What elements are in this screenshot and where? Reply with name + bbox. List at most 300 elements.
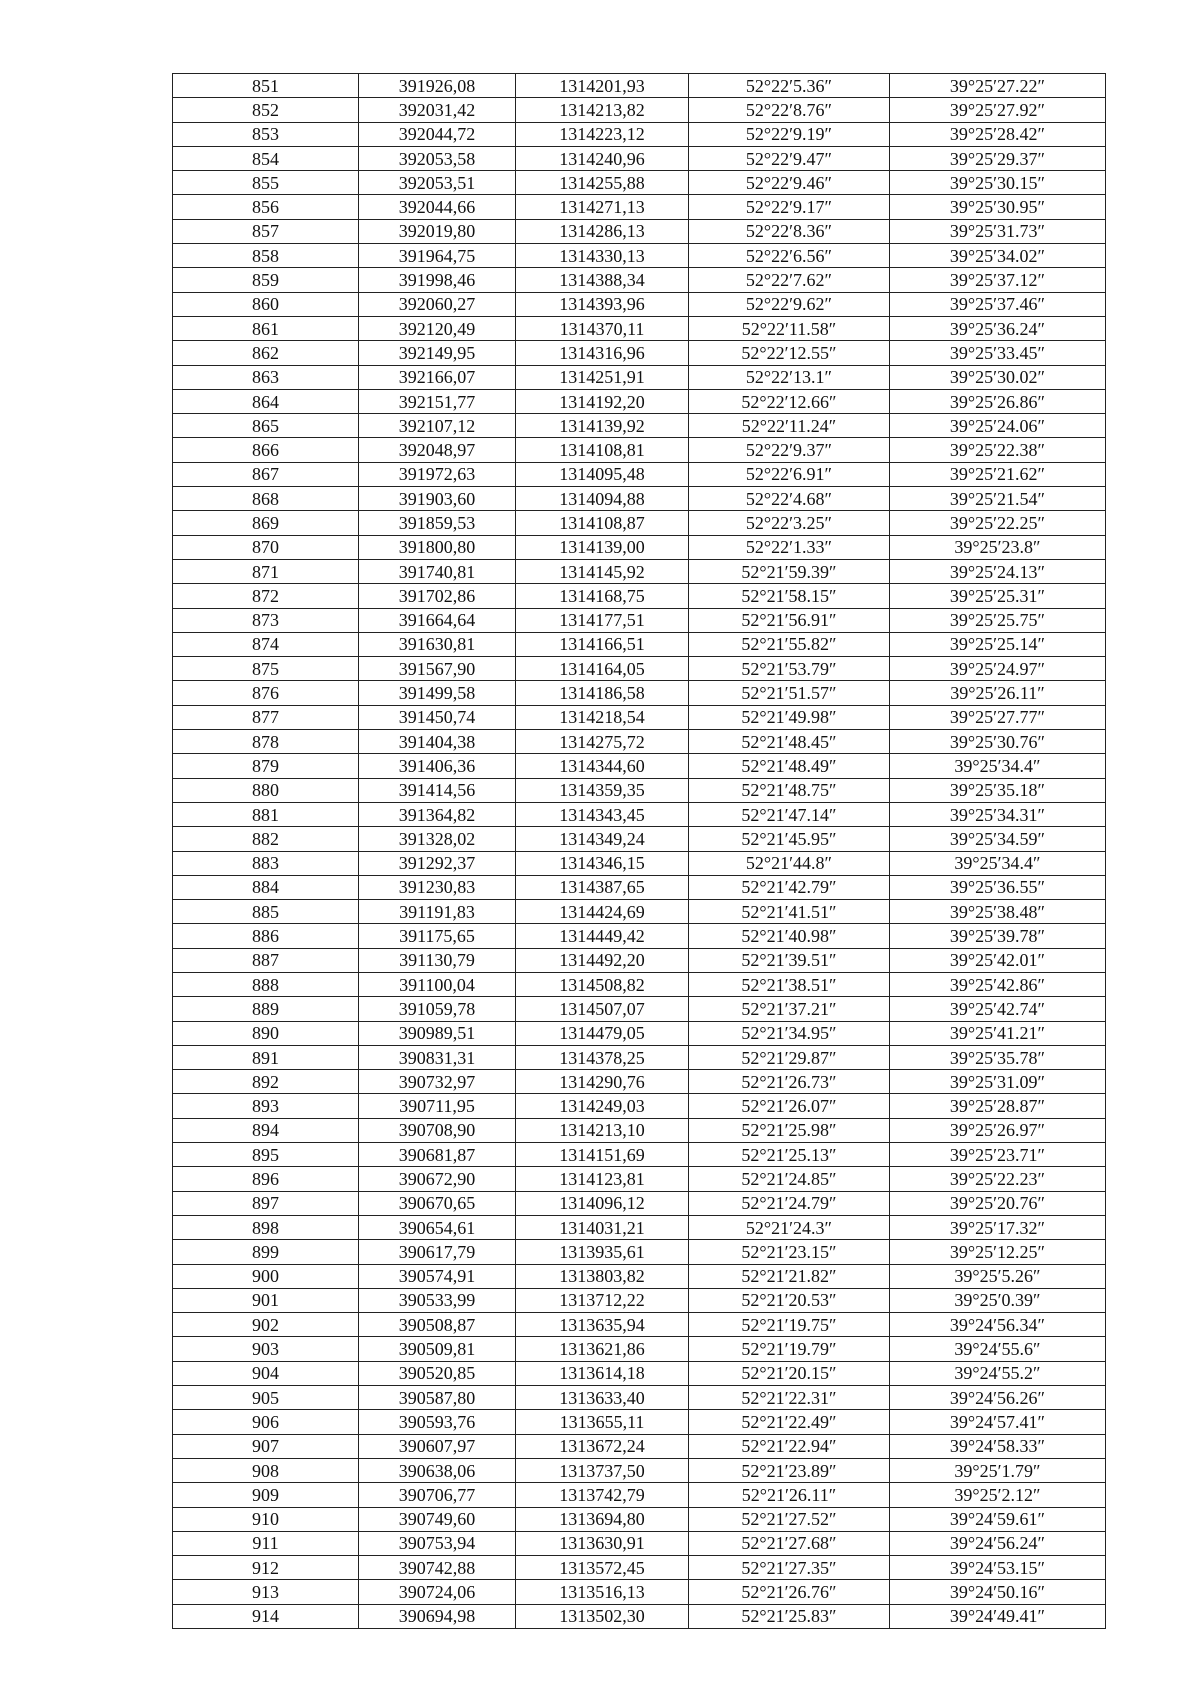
point-number-cell: 904 [173,1361,359,1385]
latitude-cell: 52°22′9.19″ [689,122,890,146]
latitude-cell: 52°21′42.79″ [689,875,890,899]
y-coordinate-cell: 1314393,96 [516,292,689,316]
longitude-cell: 39°24′53.15″ [890,1556,1106,1580]
y-coordinate-cell: 1314192,20 [516,389,689,413]
longitude-cell: 39°25′31.09″ [890,1070,1106,1094]
table-row [173,681,1106,705]
table-row [173,365,1106,389]
longitude-cell: 39°25′0.39″ [890,1288,1106,1312]
table-row [173,1313,1106,1337]
longitude-cell: 39°25′26.86″ [890,389,1106,413]
point-number-cell: 914 [173,1604,359,1628]
x-coordinate-cell: 391972,63 [359,462,516,486]
x-coordinate-cell: 391499,58 [359,681,516,705]
longitude-cell: 39°25′35.78″ [890,1045,1106,1069]
table-row [173,535,1106,559]
point-number-cell: 910 [173,1507,359,1531]
y-coordinate-cell: 1313502,30 [516,1604,689,1628]
x-coordinate-cell: 390654,61 [359,1215,516,1239]
x-coordinate-cell: 391130,79 [359,948,516,972]
latitude-cell: 52°22′13.1″ [689,365,890,389]
latitude-cell: 52°21′41.51″ [689,900,890,924]
longitude-cell: 39°25′35.18″ [890,778,1106,802]
x-coordinate-cell: 390533,99 [359,1288,516,1312]
y-coordinate-cell: 1313694,80 [516,1507,689,1531]
latitude-cell: 52°21′23.15″ [689,1240,890,1264]
point-number-cell: 891 [173,1045,359,1069]
x-coordinate-cell: 391998,46 [359,268,516,292]
longitude-cell: 39°25′34.59″ [890,827,1106,851]
point-number-cell: 873 [173,608,359,632]
point-number-cell: 907 [173,1434,359,1458]
point-number-cell: 866 [173,438,359,462]
table-row [173,1410,1106,1434]
x-coordinate-cell: 392044,66 [359,195,516,219]
latitude-cell: 52°21′56.91″ [689,608,890,632]
table-row [173,632,1106,656]
latitude-cell: 52°22′12.66″ [689,389,890,413]
y-coordinate-cell: 1314387,65 [516,875,689,899]
table-row [173,559,1106,583]
latitude-cell: 52°22′1.33″ [689,535,890,559]
x-coordinate-cell: 390670,65 [359,1191,516,1215]
latitude-cell: 52°21′58.15″ [689,584,890,608]
x-coordinate-cell: 390508,87 [359,1313,516,1337]
table-row [173,1191,1106,1215]
x-coordinate-cell: 390732,97 [359,1070,516,1094]
point-number-cell: 880 [173,778,359,802]
x-coordinate-cell: 390617,79 [359,1240,516,1264]
longitude-cell: 39°25′24.97″ [890,657,1106,681]
table-row [173,1094,1106,1118]
point-number-cell: 899 [173,1240,359,1264]
y-coordinate-cell: 1314290,76 [516,1070,689,1094]
latitude-cell: 52°22′11.58″ [689,316,890,340]
latitude-cell: 52°21′40.98″ [689,924,890,948]
longitude-cell: 39°25′37.46″ [890,292,1106,316]
x-coordinate-cell: 390989,51 [359,1021,516,1045]
latitude-cell: 52°21′49.98″ [689,705,890,729]
y-coordinate-cell: 1314507,07 [516,997,689,1021]
y-coordinate-cell: 1313672,24 [516,1434,689,1458]
x-coordinate-cell: 391567,90 [359,657,516,681]
table-row [173,292,1106,316]
longitude-cell: 39°24′56.24″ [890,1531,1106,1555]
y-coordinate-cell: 1314096,12 [516,1191,689,1215]
point-number-cell: 903 [173,1337,359,1361]
latitude-cell: 52°21′34.95″ [689,1021,890,1045]
longitude-cell: 39°24′49.41″ [890,1604,1106,1628]
y-coordinate-cell: 1314508,82 [516,972,689,996]
latitude-cell: 52°22′6.91″ [689,462,890,486]
longitude-cell: 39°25′42.86″ [890,972,1106,996]
table-row [173,195,1106,219]
point-number-cell: 908 [173,1458,359,1482]
x-coordinate-cell: 390509,81 [359,1337,516,1361]
table-row [173,1483,1106,1507]
table-row [173,316,1106,340]
point-number-cell: 858 [173,244,359,268]
table-row [173,219,1106,243]
longitude-cell: 39°25′39.78″ [890,924,1106,948]
x-coordinate-cell: 392107,12 [359,414,516,438]
point-number-cell: 863 [173,365,359,389]
longitude-cell: 39°25′20.76″ [890,1191,1106,1215]
latitude-cell: 52°21′59.39″ [689,559,890,583]
latitude-cell: 52°21′21.82″ [689,1264,890,1288]
x-coordinate-cell: 390711,95 [359,1094,516,1118]
y-coordinate-cell: 1314166,51 [516,632,689,656]
longitude-cell: 39°24′57.41″ [890,1410,1106,1434]
y-coordinate-cell: 1314094,88 [516,487,689,511]
point-number-cell: 890 [173,1021,359,1045]
table-row [173,948,1106,972]
point-number-cell: 881 [173,802,359,826]
y-coordinate-cell: 1314251,91 [516,365,689,389]
table-row [173,1556,1106,1580]
table-row [173,487,1106,511]
longitude-cell: 39°25′42.01″ [890,948,1106,972]
x-coordinate-cell: 392166,07 [359,365,516,389]
x-coordinate-cell: 391292,37 [359,851,516,875]
longitude-cell: 39°25′5.26″ [890,1264,1106,1288]
point-number-cell: 868 [173,487,359,511]
longitude-cell: 39°25′30.95″ [890,195,1106,219]
longitude-cell: 39°25′34.31″ [890,802,1106,826]
longitude-cell: 39°24′55.6″ [890,1337,1106,1361]
table-row [173,900,1106,924]
longitude-cell: 39°25′27.22″ [890,74,1106,98]
y-coordinate-cell: 1313655,11 [516,1410,689,1434]
table-row [173,1386,1106,1410]
latitude-cell: 52°22′3.25″ [689,511,890,535]
point-number-cell: 894 [173,1118,359,1142]
longitude-cell: 39°25′29.37″ [890,146,1106,170]
point-number-cell: 857 [173,219,359,243]
table-row [173,875,1106,899]
y-coordinate-cell: 1313712,22 [516,1288,689,1312]
table-row [173,511,1106,535]
y-coordinate-cell: 1314255,88 [516,171,689,195]
y-coordinate-cell: 1314108,81 [516,438,689,462]
latitude-cell: 52°21′48.45″ [689,730,890,754]
y-coordinate-cell: 1314031,21 [516,1215,689,1239]
longitude-cell: 39°25′37.12″ [890,268,1106,292]
x-coordinate-cell: 392151,77 [359,389,516,413]
x-coordinate-cell: 390706,77 [359,1483,516,1507]
point-number-cell: 877 [173,705,359,729]
table-row [173,438,1106,462]
table-row [173,1240,1106,1264]
latitude-cell: 52°21′39.51″ [689,948,890,972]
point-number-cell: 888 [173,972,359,996]
y-coordinate-cell: 1314139,00 [516,535,689,559]
longitude-cell: 39°25′41.21″ [890,1021,1106,1045]
latitude-cell: 52°21′48.75″ [689,778,890,802]
longitude-cell: 39°24′58.33″ [890,1434,1106,1458]
longitude-cell: 39°25′42.74″ [890,997,1106,1021]
point-number-cell: 876 [173,681,359,705]
point-number-cell: 900 [173,1264,359,1288]
table-row [173,1531,1106,1555]
y-coordinate-cell: 1314213,10 [516,1118,689,1142]
point-number-cell: 865 [173,414,359,438]
y-coordinate-cell: 1314359,35 [516,778,689,802]
table-row [173,827,1106,851]
point-number-cell: 872 [173,584,359,608]
longitude-cell: 39°25′36.55″ [890,875,1106,899]
longitude-cell: 39°25′30.02″ [890,365,1106,389]
y-coordinate-cell: 1313621,86 [516,1337,689,1361]
table-row [173,1604,1106,1628]
latitude-cell: 52°21′19.79″ [689,1337,890,1361]
point-number-cell: 909 [173,1483,359,1507]
y-coordinate-cell: 1314378,25 [516,1045,689,1069]
x-coordinate-cell: 390749,60 [359,1507,516,1531]
y-coordinate-cell: 1314275,72 [516,730,689,754]
x-coordinate-cell: 390694,98 [359,1604,516,1628]
latitude-cell: 52°22′9.37″ [689,438,890,462]
longitude-cell: 39°25′34.4″ [890,754,1106,778]
table-row [173,244,1106,268]
table-row [173,924,1106,948]
longitude-cell: 39°25′22.38″ [890,438,1106,462]
point-number-cell: 887 [173,948,359,972]
longitude-cell: 39°25′26.11″ [890,681,1106,705]
y-coordinate-cell: 1314139,92 [516,414,689,438]
table-row [173,802,1106,826]
table-row [173,414,1106,438]
y-coordinate-cell: 1313737,50 [516,1458,689,1482]
x-coordinate-cell: 390593,76 [359,1410,516,1434]
longitude-cell: 39°25′25.31″ [890,584,1106,608]
x-coordinate-cell: 390607,97 [359,1434,516,1458]
point-number-cell: 893 [173,1094,359,1118]
x-coordinate-cell: 392149,95 [359,341,516,365]
table-row [173,1337,1106,1361]
table-row [173,1361,1106,1385]
y-coordinate-cell: 1314330,13 [516,244,689,268]
longitude-cell: 39°25′31.73″ [890,219,1106,243]
table-row [173,98,1106,122]
latitude-cell: 52°21′26.11″ [689,1483,890,1507]
table-row [173,657,1106,681]
point-number-cell: 911 [173,1531,359,1555]
latitude-cell: 52°21′55.82″ [689,632,890,656]
longitude-cell: 39°24′56.34″ [890,1313,1106,1337]
latitude-cell: 52°22′4.68″ [689,487,890,511]
y-coordinate-cell: 1313935,61 [516,1240,689,1264]
x-coordinate-cell: 391450,74 [359,705,516,729]
point-number-cell: 912 [173,1556,359,1580]
y-coordinate-cell: 1314164,05 [516,657,689,681]
y-coordinate-cell: 1314286,13 [516,219,689,243]
y-coordinate-cell: 1314316,96 [516,341,689,365]
table-row [173,584,1106,608]
point-number-cell: 884 [173,875,359,899]
table-row [173,778,1106,802]
y-coordinate-cell: 1314123,81 [516,1167,689,1191]
x-coordinate-cell: 390724,06 [359,1580,516,1604]
x-coordinate-cell: 391364,82 [359,802,516,826]
latitude-cell: 52°21′20.53″ [689,1288,890,1312]
point-number-cell: 879 [173,754,359,778]
longitude-cell: 39°25′34.4″ [890,851,1106,875]
longitude-cell: 39°25′21.54″ [890,487,1106,511]
y-coordinate-cell: 1313635,94 [516,1313,689,1337]
point-number-cell: 902 [173,1313,359,1337]
x-coordinate-cell: 391059,78 [359,997,516,1021]
latitude-cell: 52°21′27.68″ [689,1531,890,1555]
y-coordinate-cell: 1313630,91 [516,1531,689,1555]
x-coordinate-cell: 391630,81 [359,632,516,656]
y-coordinate-cell: 1313614,18 [516,1361,689,1385]
y-coordinate-cell: 1314344,60 [516,754,689,778]
y-coordinate-cell: 1314388,34 [516,268,689,292]
point-number-cell: 882 [173,827,359,851]
x-coordinate-cell: 390742,88 [359,1556,516,1580]
table-row [173,754,1106,778]
longitude-cell: 39°24′55.2″ [890,1361,1106,1385]
longitude-cell: 39°25′28.42″ [890,122,1106,146]
x-coordinate-cell: 392048,97 [359,438,516,462]
y-coordinate-cell: 1313803,82 [516,1264,689,1288]
point-number-cell: 878 [173,730,359,754]
latitude-cell: 52°22′7.62″ [689,268,890,292]
x-coordinate-cell: 392019,80 [359,219,516,243]
longitude-cell: 39°25′23.71″ [890,1143,1106,1167]
point-number-cell: 856 [173,195,359,219]
table-row [173,1434,1106,1458]
longitude-cell: 39°25′26.97″ [890,1118,1106,1142]
x-coordinate-cell: 391859,53 [359,511,516,535]
x-coordinate-cell: 392120,49 [359,316,516,340]
x-coordinate-cell: 391414,56 [359,778,516,802]
point-number-cell: 855 [173,171,359,195]
longitude-cell: 39°25′2.12″ [890,1483,1106,1507]
latitude-cell: 52°21′24.85″ [689,1167,890,1191]
y-coordinate-cell: 1314479,05 [516,1021,689,1045]
x-coordinate-cell: 391903,60 [359,487,516,511]
y-coordinate-cell: 1314424,69 [516,900,689,924]
x-coordinate-cell: 390574,91 [359,1264,516,1288]
x-coordinate-cell: 391328,02 [359,827,516,851]
latitude-cell: 52°22′11.24″ [689,414,890,438]
latitude-cell: 52°22′9.62″ [689,292,890,316]
table-row [173,268,1106,292]
y-coordinate-cell: 1314346,15 [516,851,689,875]
latitude-cell: 52°21′25.13″ [689,1143,890,1167]
point-number-cell: 875 [173,657,359,681]
x-coordinate-cell: 392044,72 [359,122,516,146]
x-coordinate-cell: 391230,83 [359,875,516,899]
point-number-cell: 892 [173,1070,359,1094]
longitude-cell: 39°25′22.23″ [890,1167,1106,1191]
x-coordinate-cell: 391702,86 [359,584,516,608]
x-coordinate-cell: 391800,80 [359,535,516,559]
x-coordinate-cell: 392053,51 [359,171,516,195]
longitude-cell: 39°24′59.61″ [890,1507,1106,1531]
point-number-cell: 870 [173,535,359,559]
table-row [173,74,1106,98]
longitude-cell: 39°25′12.25″ [890,1240,1106,1264]
y-coordinate-cell: 1314151,69 [516,1143,689,1167]
x-coordinate-cell: 392060,27 [359,292,516,316]
y-coordinate-cell: 1314271,13 [516,195,689,219]
longitude-cell: 39°25′27.77″ [890,705,1106,729]
y-coordinate-cell: 1313633,40 [516,1386,689,1410]
table-row [173,462,1106,486]
table-row [173,1264,1106,1288]
latitude-cell: 52°21′20.15″ [689,1361,890,1385]
longitude-cell: 39°25′22.25″ [890,511,1106,535]
longitude-cell: 39°25′1.79″ [890,1458,1106,1482]
x-coordinate-cell: 390681,87 [359,1143,516,1167]
latitude-cell: 52°21′51.57″ [689,681,890,705]
y-coordinate-cell: 1314145,92 [516,559,689,583]
x-coordinate-cell: 391926,08 [359,74,516,98]
longitude-cell: 39°24′50.16″ [890,1580,1106,1604]
longitude-cell: 39°25′30.15″ [890,171,1106,195]
coordinates-table [172,73,1106,1629]
table-row [173,608,1106,632]
latitude-cell: 52°21′53.79″ [689,657,890,681]
table-row [173,389,1106,413]
point-number-cell: 885 [173,900,359,924]
table-row [173,1045,1106,1069]
y-coordinate-cell: 1314095,48 [516,462,689,486]
y-coordinate-cell: 1314201,93 [516,74,689,98]
table-row [173,122,1106,146]
point-number-cell: 889 [173,997,359,1021]
y-coordinate-cell: 1314186,58 [516,681,689,705]
latitude-cell: 52°21′23.89″ [689,1458,890,1482]
latitude-cell: 52°21′22.94″ [689,1434,890,1458]
y-coordinate-cell: 1314492,20 [516,948,689,972]
x-coordinate-cell: 392031,42 [359,98,516,122]
y-coordinate-cell: 1313742,79 [516,1483,689,1507]
y-coordinate-cell: 1313572,45 [516,1556,689,1580]
point-number-cell: 861 [173,316,359,340]
point-number-cell: 871 [173,559,359,583]
longitude-cell: 39°25′30.76″ [890,730,1106,754]
latitude-cell: 52°22′8.36″ [689,219,890,243]
x-coordinate-cell: 392053,58 [359,146,516,170]
table-row [173,1167,1106,1191]
x-coordinate-cell: 390587,80 [359,1386,516,1410]
point-number-cell: 854 [173,146,359,170]
x-coordinate-cell: 391404,38 [359,730,516,754]
latitude-cell: 52°21′22.31″ [689,1386,890,1410]
latitude-cell: 52°22′9.17″ [689,195,890,219]
table-row [173,1288,1106,1312]
table-row [173,1021,1106,1045]
y-coordinate-cell: 1314213,82 [516,98,689,122]
point-number-cell: 860 [173,292,359,316]
latitude-cell: 52°21′19.75″ [689,1313,890,1337]
point-number-cell: 895 [173,1143,359,1167]
table-row [173,1143,1106,1167]
table-row [173,171,1106,195]
point-number-cell: 851 [173,74,359,98]
y-coordinate-cell: 1314240,96 [516,146,689,170]
point-number-cell: 859 [173,268,359,292]
point-number-cell: 874 [173,632,359,656]
x-coordinate-cell: 390753,94 [359,1531,516,1555]
latitude-cell: 52°21′44.8″ [689,851,890,875]
longitude-cell: 39°25′21.62″ [890,462,1106,486]
longitude-cell: 39°25′17.32″ [890,1215,1106,1239]
